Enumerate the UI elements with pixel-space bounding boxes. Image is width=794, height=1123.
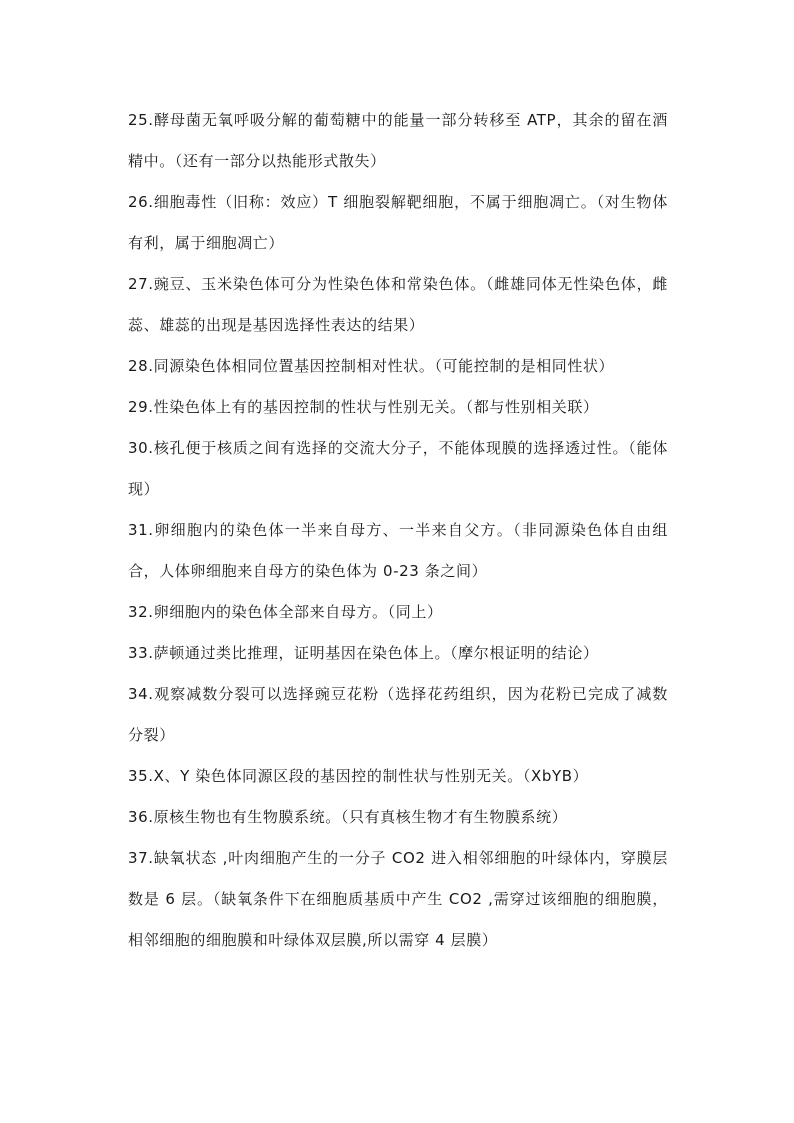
list-item: 36.原核生物也有生物膜系统。（只有真核生物才有生物膜系统） bbox=[128, 808, 568, 826]
list-item: 27.豌豆、玉米染色体可分为性染色体和常染色体。（雌雄同体无性染色体，雌蕊、雄蕊的出现是基因选择性表达的结果） bbox=[128, 275, 668, 334]
question-list bbox=[128, 100, 668, 961]
list-item: 29.性染色体上有的基因控制的性状与性别无关。（都与性别相关联） bbox=[128, 398, 599, 416]
list-item: 35.X、Y 染色体同源区段的基因控的制性状与性别无关。（XbYB） bbox=[128, 767, 589, 785]
list-item: 37.缺氧状态 ,叶肉细胞产生的一分子 CO2 进入相邻细胞的叶绿体内，穿膜层数是 6 层。（缺氧条件下在细胞质基质中产生 CO2 ,需穿过该细胞的细胞膜，相邻细胞的细胞膜和叶绿体双层膜,所以需穿 4 层膜） bbox=[128, 849, 668, 949]
list-item: 30.核孔便于核质之间有选择的交流大分子，不能体现膜的选择透过性。（能体现） bbox=[128, 439, 668, 498]
list-item: 34.观察减数分裂可以选择豌豆花粉（选择花药组织，因为花粉已完成了减数分裂） bbox=[128, 685, 668, 744]
list-item: 32.卵细胞内的染色体全部来自母方。（同上） bbox=[128, 603, 443, 621]
list-item: 31.卵细胞内的染色体一半来自母方、一半来自父方。（非同源染色体自由组合，人体卵细胞来自母方的染色体为 0-23 条之间） bbox=[128, 521, 668, 580]
list-item: 26.细胞毒性（旧称：效应）T 细胞裂解靶细胞，不属于细胞凋亡。（对生物体有利，属于细胞凋亡） bbox=[128, 193, 668, 252]
list-item: 33.萨顿通过类比推理，证明基因在染色体上。（摩尔根证明的结论） bbox=[128, 644, 599, 662]
list-item: 28.同源染色体相同位置基因控制相对性状。（可能控制的是相同性状） bbox=[128, 357, 615, 375]
list-item: 25.酵母菌无氧呼吸分解的葡萄糖中的能量一部分转移至 ATP，其余的留在酒精中。（还有一部分以热能形式散失） bbox=[128, 111, 668, 170]
